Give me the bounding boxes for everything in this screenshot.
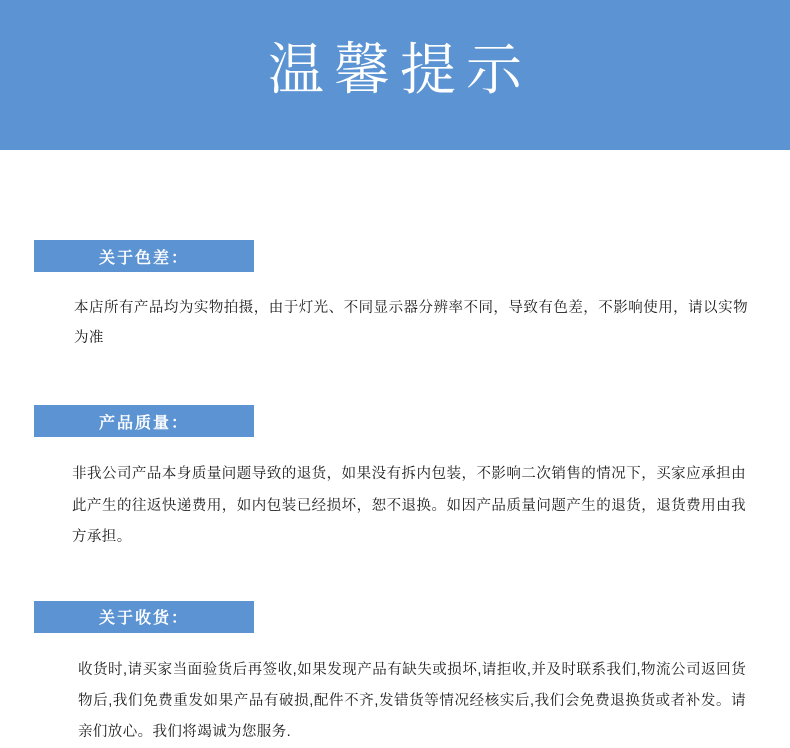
section-header-color-difference xyxy=(34,240,254,272)
section-body-color-difference: 本店所有产品均为实物拍摄，由于灯光、不同显示器分辨率不同，导致有色差，不影响使用，请以实物为准 xyxy=(74,300,748,346)
section-header-product-quality xyxy=(34,405,254,437)
page-title: 温馨提示 xyxy=(268,38,532,101)
section-body-receiving-goods: 收货时,请买家当面验货后再签收,如果发现产品有缺失或损坏,请拒收,并及时联系我们,物流公司返回货物后,我们免费重发如果产品有破损,配件不齐,发错货等情况经核实后,我们会免费退换货或者补发。请亲们放心。我们将竭诚为您服务. xyxy=(78,661,746,741)
section-body-product-quality: 非我公司产品本身质量问题导致的退货，如果没有拆内包装，不影响二次销售的情况下，买家应承担由此产生的往返快递费用，如内包装已经损坏，恕不退换。如因产品质量问题产生的退货，退货费用由我方承担。 xyxy=(72,466,746,545)
section-header-receiving-goods xyxy=(34,601,254,633)
section-color-difference xyxy=(34,240,756,353)
notice-content xyxy=(0,240,790,748)
section-product-quality xyxy=(34,405,756,553)
section-heading-label: 关于收货： xyxy=(98,610,189,628)
page-banner xyxy=(0,0,790,150)
section-heading-label: 关于色差： xyxy=(98,249,189,267)
section-heading-label: 产品质量： xyxy=(98,414,189,432)
section-receiving-goods xyxy=(34,601,756,748)
